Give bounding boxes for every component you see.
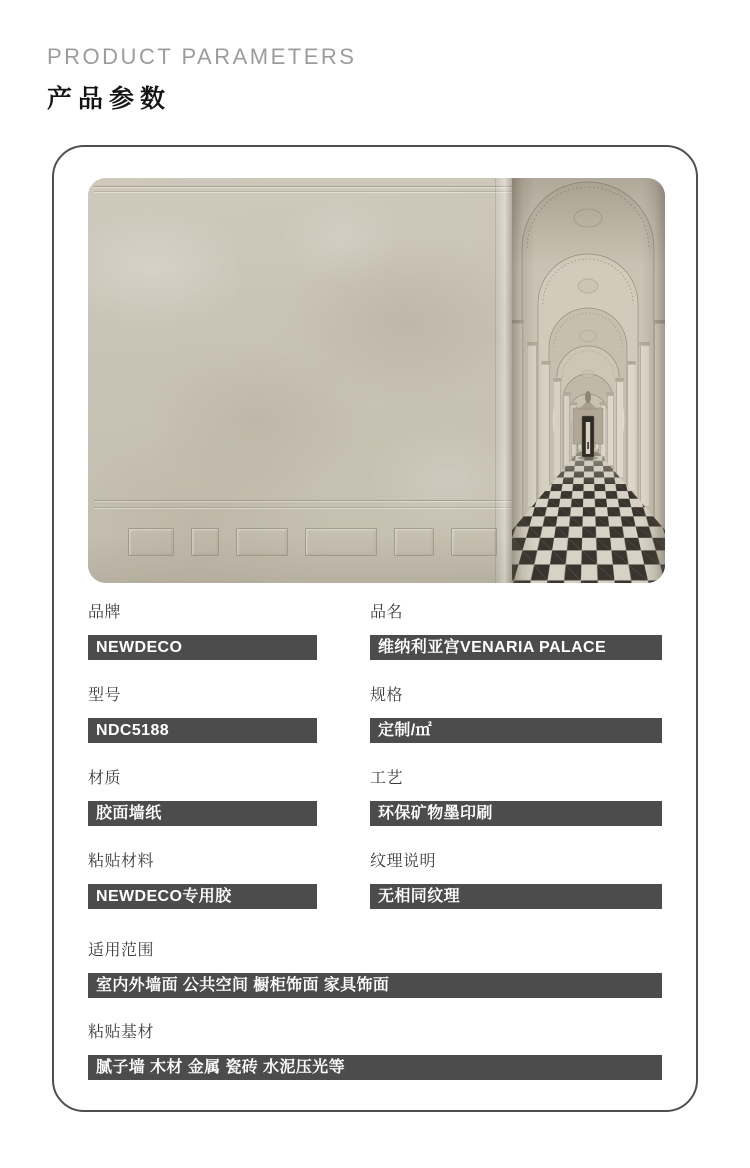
- param-value-texture-note: 无相同纹理: [370, 884, 662, 909]
- param-value-adhesive-material: NEWDECO专用胶: [88, 884, 317, 909]
- param-label-substrate: 粘贴基材: [88, 1024, 155, 1041]
- param-label-craft: 工艺: [370, 770, 404, 787]
- param-model: [88, 688, 317, 743]
- wainscot-panels: [128, 528, 497, 556]
- corridor-illustration: [512, 178, 665, 583]
- param-row-full: [88, 943, 662, 998]
- param-value-substrate: 腻子墙 木材 金属 瓷砖 水泥压光等: [88, 1055, 662, 1080]
- param-product-name: [370, 605, 662, 660]
- param-value-material: 胶面墙纸: [88, 801, 317, 826]
- wainscot-panel: [128, 528, 174, 556]
- param-label-product-name: 品名: [370, 604, 404, 621]
- product-image: [88, 178, 665, 583]
- param-value-specification: 定制/㎡: [370, 718, 662, 743]
- wainscot-panel: [394, 528, 434, 556]
- param-label-texture-note: 纹理说明: [370, 853, 437, 870]
- param-label-adhesive-material: 粘贴材料: [88, 853, 155, 870]
- wainscot-panel: [305, 528, 377, 556]
- wall-chair-rail: [94, 507, 512, 508]
- wainscot-panel: [236, 528, 288, 556]
- wainscot-panel: [451, 528, 497, 556]
- param-label-application-scope: 适用范围: [88, 942, 155, 959]
- param-specification: [370, 688, 662, 743]
- param-value-craft: 环保矿物墨印刷: [370, 801, 662, 826]
- wall-cornice-line: [94, 186, 512, 187]
- parameters-card: [52, 145, 698, 1112]
- param-value-model: NDC5188: [88, 718, 317, 743]
- param-label-specification: 规格: [370, 687, 404, 704]
- wainscot-panel: [191, 528, 219, 556]
- param-brand: [88, 605, 317, 660]
- param-label-material: 材质: [88, 770, 122, 787]
- param-label-model: 型号: [88, 687, 122, 704]
- param-adhesive-material: [88, 854, 317, 909]
- palace-corridor-photo: [512, 178, 665, 583]
- param-craft: [370, 771, 662, 826]
- param-label-brand: 品牌: [88, 604, 122, 621]
- page-header: [47, 44, 356, 115]
- wallpaper-texture: [88, 178, 512, 583]
- param-value-application-scope: 室内外墙面 公共空间 橱柜饰面 家具饰面: [88, 973, 662, 998]
- param-material: [88, 771, 317, 826]
- param-texture-note: [370, 854, 662, 909]
- param-value-product-name: 维纳利亚宫VENARIA PALACE: [370, 635, 662, 660]
- param-row-full: [88, 1025, 662, 1080]
- param-value-brand: NEWDECO: [88, 635, 317, 660]
- header-subtitle-en: PRODUCT PARAMETERS: [47, 44, 357, 69]
- wall-chair-rail: [94, 500, 512, 501]
- wall-cornice-line: [94, 191, 512, 192]
- page-title: 产品参数: [47, 85, 172, 113]
- wall-edge-highlight: [496, 178, 512, 583]
